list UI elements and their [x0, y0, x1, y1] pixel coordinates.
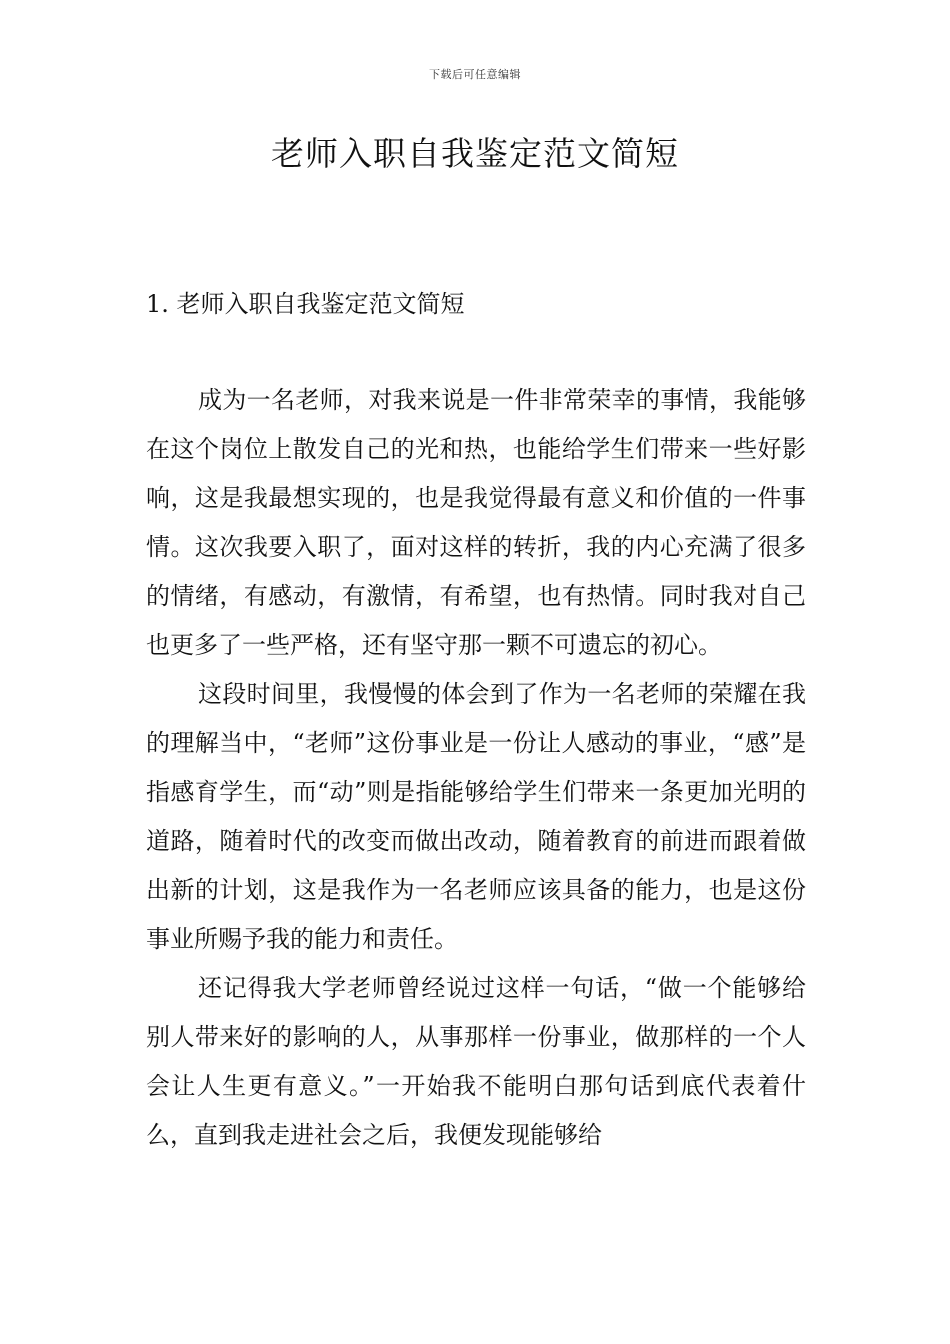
document-title: 老师入职自我鉴定范文简短	[271, 134, 679, 173]
body-text	[146, 376, 806, 1160]
header-note: 下载后可任意编辑	[429, 68, 521, 81]
section-heading: 1. 老师入职自我鉴定范文简短	[146, 290, 465, 318]
paragraph-2: 这段时间里，我慢慢的体会到了作为一名老师的荣耀在我的理解当中，“老师”这份事业是一份让人感动的事业，“感”是指感育学生，而“动”则是指能够给学生们带来一条更加光明的道路，随着时代的改变而做出改动，随着教育的前进而跟着做出新的计划，这是我作为一名老师应该具备的能力，也是这份事业所赐予我的能力和责任。	[146, 680, 806, 953]
paragraph-3: 还记得我大学老师曾经说过这样一句话，“做一个能够给别人带来好的影响的人，从事那样一份事业，做那样的一个人会让人生更有意义。”一开始我不能明白那句话到底代表着什么，直到我走进社会之后，我便发现能够给	[146, 974, 806, 1149]
paragraph-1: 成为一名老师，对我来说是一件非常荣幸的事情，我能够在这个岗位上散发自己的光和热，也能给学生们带来一些好影响，这是我最想实现的，也是我觉得最有意义和价值的一件事情。这次我要入职了，面对这样的转折，我的内心充满了很多的情绪，有感动，有激情，有希望，也有热情。同时我对自己也更多了一些严格，还有坚守那一颗不可遗忘的初心。	[146, 386, 806, 659]
